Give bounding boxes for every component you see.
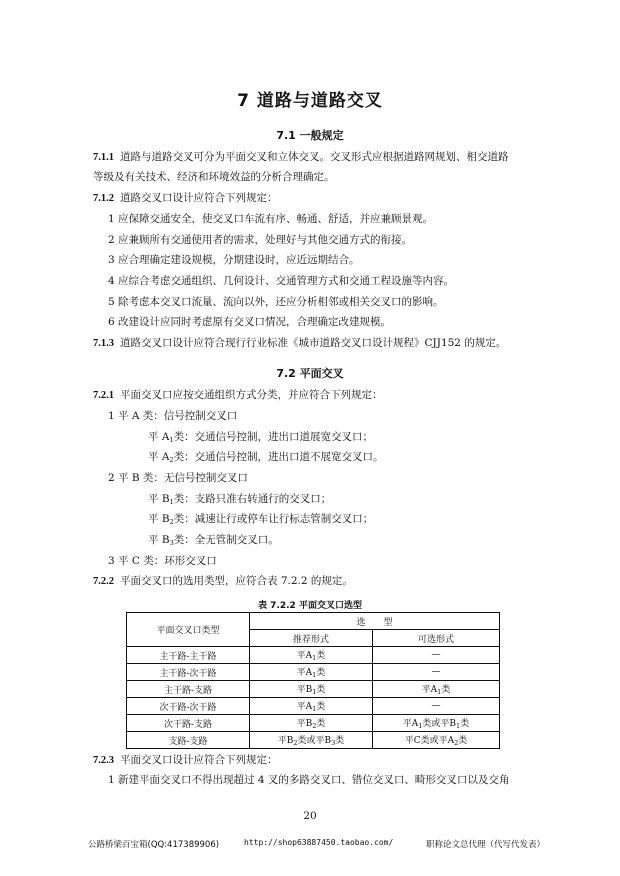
clause-7-1-1-line1 — [93, 150, 541, 165]
sub-item-text: 类：支路只准右转通行的交叉口； — [173, 493, 332, 505]
footer-right: 职称论文总代理（代写代发表） — [426, 840, 546, 850]
clause-text: 道路与道路交叉可分为平面交叉和立体交叉。交叉形式应根据道路网规划、相交道路 — [120, 151, 509, 163]
clause-7-1-1-line2: 等级及有关技术、经济和环境效益的分析合理确定。 — [93, 171, 335, 183]
cell-recommended: 平$A_1$类 — [250, 698, 373, 715]
table-caption: 表 7.2.2 平面交叉口选型 — [258, 601, 362, 611]
list-item: 3 应合理确定建设规模，分期建设时，应近远期结合。 — [108, 254, 360, 266]
sub-item-prefix: 平 A — [148, 451, 170, 463]
subscript: 2 — [169, 456, 174, 464]
cell-optional: 平$A_1$类 — [373, 681, 500, 698]
sub-item-prefix: 平 B — [148, 493, 170, 505]
cell-optional: — — [373, 664, 500, 681]
table-row — [127, 715, 500, 732]
list-item: 2 平 B 类：无信号控制交叉口 — [108, 472, 248, 484]
list-item: 1 平 A 类：信号控制交叉口 — [108, 410, 238, 422]
clause-7-1-3 — [93, 336, 541, 351]
clause-text: 平面交叉口应按交通组织方式分类，并应符合下列规定： — [120, 389, 383, 401]
clause-text: 道路交叉口设计应符合下列规定： — [120, 192, 278, 204]
list-item: 3 平 C 类：环形交叉口 — [108, 555, 217, 567]
clause-text: 平面交叉口的选用类型，应符合表 7.2.2 的规定。 — [120, 575, 353, 587]
cell-type: 支路-支路 — [127, 732, 250, 749]
cell-recommended: 平$B_1$类 — [250, 681, 373, 698]
subscript: 2 — [169, 518, 174, 526]
cell-optional: 平$A_1$类或平$B_1$类 — [373, 715, 500, 732]
clause-number: 7.1.2 — [93, 193, 114, 204]
cell-type: 次干路-支路 — [127, 715, 250, 732]
cell-recommended: 平$B_2$类 — [250, 715, 373, 732]
cell-type: 次干路-次干路 — [127, 698, 250, 715]
table-header-selection: 选 型 — [250, 613, 500, 630]
cell-type: 主干路-主干路 — [127, 647, 250, 664]
list-item: 1 新建平面交叉口不得出现超过 4 叉的多路交叉口、错位交叉口、畸形交叉口以及交角 — [108, 774, 510, 786]
sub-item-b2 — [148, 512, 596, 529]
clause-text: 道路交叉口设计应符合现行行业标准《城市道路交叉口设计规程》CJJ152 的规定。 — [120, 337, 507, 349]
sub-item-text: 类：减速让行或停车让行标志管制交叉口； — [173, 513, 374, 525]
clause-7-1-2 — [93, 191, 541, 206]
sub-item-prefix: 平 A — [148, 431, 170, 443]
clause-number: 7.2.3 — [93, 755, 114, 766]
clause-number: 7.2.1 — [93, 390, 114, 401]
sub-item-prefix: 平 B — [148, 534, 170, 546]
cell-recommended: 平$A_1$类 — [250, 647, 373, 664]
table-header-optional: 可选形式 — [373, 630, 500, 647]
page-number: 20 — [303, 810, 317, 822]
clause-number: 7.2.2 — [93, 576, 114, 587]
table-row — [127, 647, 500, 664]
footer-link[interactable]: http://shop63887450.taobao.com/ — [244, 838, 394, 847]
sub-item-prefix: 平 B — [148, 513, 170, 525]
list-item: 6 改建设计应同时考虑原有交叉口情况，合理确定改建规模。 — [108, 316, 392, 328]
subscript: 3 — [169, 539, 174, 547]
table-header-recommended: 推荐形式 — [250, 630, 373, 647]
cell-type: 主干路-支路 — [127, 681, 250, 698]
list-item: 2 应兼顾所有交通使用者的需求，处理好与其他交通方式的衔接。 — [108, 234, 413, 246]
sub-item-b1 — [148, 492, 596, 509]
clause-7-2-2 — [93, 574, 541, 589]
table-row — [127, 732, 500, 749]
section-title-7-2: 7.2 平面交叉 — [276, 367, 344, 380]
sub-item-text: 类：交通信号控制，进出口道不展宽交叉口。 — [173, 451, 384, 463]
sub-item-a2 — [148, 450, 596, 467]
table-row — [127, 681, 500, 698]
sub-item-b3 — [148, 533, 596, 550]
subscript: 1 — [169, 498, 174, 506]
sub-item-text: 类：全无管制交叉口。 — [173, 534, 279, 546]
subscript: 1 — [169, 436, 174, 444]
cell-type: 主干路-次干路 — [127, 664, 250, 681]
sub-item-a1 — [148, 430, 596, 447]
table-header-type: 平面交叉口类型 — [127, 613, 250, 647]
chapter-title: 7 道路与道路交叉 — [237, 91, 383, 111]
section-title-7-1: 7.1 一般规定 — [276, 129, 344, 142]
clause-number: 7.1.1 — [93, 152, 114, 163]
cell-optional: — — [373, 647, 500, 664]
clause-7-2-3 — [93, 753, 541, 768]
list-item: 5 除考虑本交叉口流量、流向以外，还应分析相邻或相关交叉口的影响。 — [108, 296, 444, 308]
intersection-type-table — [126, 612, 500, 749]
sub-item-text: 类：交通信号控制，进出口道展宽交叉口； — [173, 431, 374, 443]
clause-text: 平面交叉口设计应符合下列规定： — [120, 754, 278, 766]
clause-7-2-1 — [93, 388, 541, 403]
list-item: 4 应综合考虑交通组织、几何设计、交通管理方式和交通工程设施等内容。 — [108, 275, 455, 287]
table-row — [127, 698, 500, 715]
clause-number: 7.1.3 — [93, 338, 114, 349]
cell-recommended: 平$A_1$类 — [250, 664, 373, 681]
cell-optional: 平C类或平$A_2$类 — [373, 732, 500, 749]
table-row — [127, 664, 500, 681]
cell-recommended: 平$B_2$类或平$B_3$类 — [250, 732, 373, 749]
footer-left: 公路桥梁百宝箱(QQ:417389906) — [88, 840, 220, 850]
list-item: 1 应保障交通安全，使交叉口车流有序、畅通、舒适，并应兼顾景观。 — [108, 213, 434, 225]
cell-optional: — — [373, 698, 500, 715]
